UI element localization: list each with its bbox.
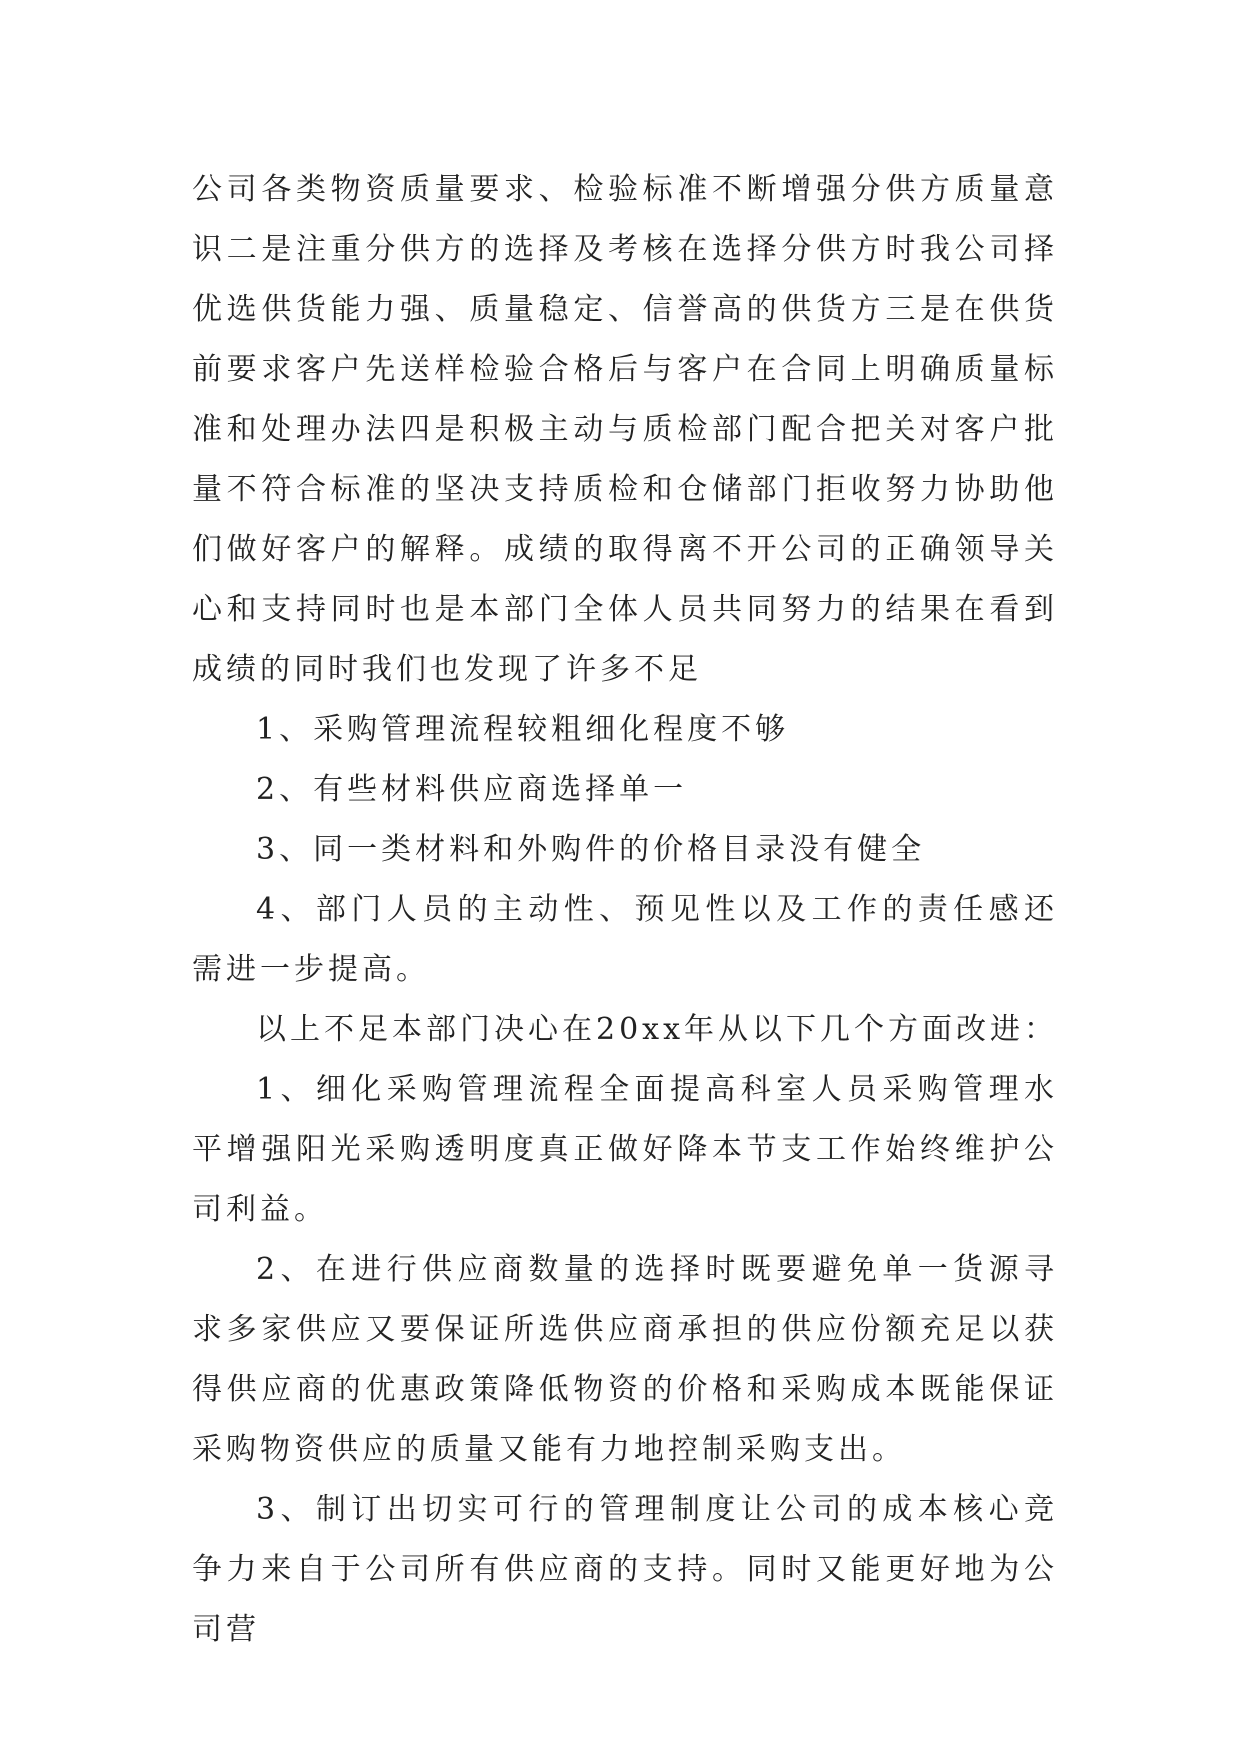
paragraph-7: 1、细化采购管理流程全面提高科室人员采购管理水平增强阳光采购透明度真正做好降本节支工作始终维护公司利益。 — [192, 1072, 1058, 1227]
paragraph-5: 4、部门人员的主动性、预见性以及工作的责任感还需进一步提高。 — [192, 892, 1058, 987]
paragraph-8: 2、在进行供应商数量的选择时既要避免单一货源寻求多家供应又要保证所选供应商承担的供应份额充足以获得供应商的优惠政策降低物资的价格和采购成本既能保证采购物资供应的质量又能有力地控制采购支出。 — [192, 1252, 1058, 1467]
paragraph-4: 3、同一类材料和外购件的价格目录没有健全 — [256, 832, 926, 867]
paragraph-9: 3、制订出切实可行的管理制度让公司的成本核心竞争力来自于公司所有供应商的支持。同时又能更好地为公司营 — [192, 1492, 1058, 1647]
paragraph-2: 1、采购管理流程较粗细化程度不够 — [256, 712, 790, 747]
paragraph-6: 以上不足本部门决心在20xx年从以下几个方面改进： — [256, 1012, 1059, 1047]
paragraph-1: 公司各类物资质量要求、检验标准不断增强分供方质量意识二是注重分供方的选择及考核在选择分供方时我公司择优选供货能力强、质量稳定、信誉高的供货方三是在供货前要求客户先送样检验合格后与客户在合同上明确质量标准和处理办法四是积极主动与质检部门配合把关对客户批量不符合标准的坚决支持质检和仓储部门拒收努力协助他们做好客户的解释。成绩的取得离不开公司的正确领导关心和支持同时也是本部门全体人员共同努力的结果在看到成绩的同时我们也发现了许多不足 — [192, 172, 1058, 687]
paragraph-3: 2、有些材料供应商选择单一 — [256, 772, 688, 807]
document-body — [192, 160, 1058, 1660]
